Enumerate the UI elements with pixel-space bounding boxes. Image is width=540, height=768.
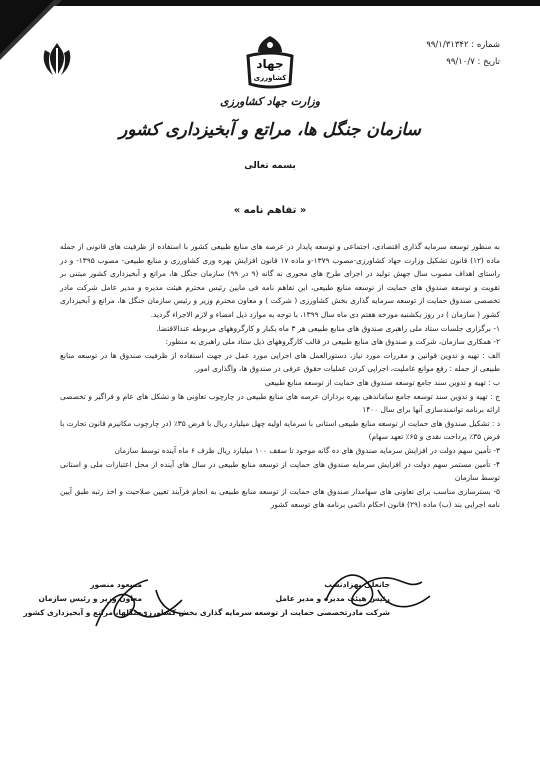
ministry-name: وزارت جهاد کشاورزی <box>219 95 321 108</box>
clause-4: ۴- تأمین مستمر سهم دولت در افزایش سرمایه صندوق های حمایت از توسعه منابع طبیعی در سال های آینده از محل اعتبارات ملی و استانی توسط سازمان <box>60 459 500 483</box>
jahad-keshavarzi-logo <box>238 34 302 90</box>
letter-body <box>60 240 500 512</box>
signatory-name: مسعود منصور <box>90 580 142 589</box>
letter-meta <box>350 37 500 71</box>
date-value: ۹۹/۱۰/۷ <box>446 57 475 67</box>
clause-2d: د : تشکیل صندوق های حمایت از توسعه منابع طبیعی استانی با سرمایه اولیه چهل میلیارد ریال با فرض ۳۵٪ (در چارچوب مکانیزم قانون تجارت با فرض ۳۵٪ پرداخت نقدی و ۶۵٪ تعهد سهام) <box>60 418 500 442</box>
signatory-title: معاون وزیر و رئیس سازمان <box>38 594 142 603</box>
signature-block-company <box>141 578 390 620</box>
signatory-name: جانعلی بهزادنسب <box>324 580 390 589</box>
intro-paragraph: به منظور توسعه سرمایه گذاری اقتصادی، اجتماعی و توسعه پایدار در عرصه های منابع طبیعی کشور با استفاده از ظرفیت های قانونی از جمله ماده (۱۲) قانون تشکیل وزارت جهاد کشاورزی-مصوب ۱۳۷۹-و ماده ۱۷ قانون افزایش بهره وری کشاورزی و منابع طبیعی- مصوب ۱۳۹۵- و در راستای اهداف مصوب سال جهش تولید در اجرای طرح های محوری نه گانه (۹ در ۹۹) سازمان جنگل ها، مراتع و آبخیزداری کشور مبتنی بر تقویت و توسعه صندوق های حمایت از توسعه منابع طبیعی، این تفاهم نامه فی مابین رئیس محترم هیئت مدیره و مدیر عامل شرکت مادر تخصصی صندوق حمایت از توسعه سرمایه گذاری بخش کشاورزی ( شرکت ) و معاون محترم وزیر و رئیس سازمان جنگل ها، مراتع و آبخیزداری کشور ( سازمان ) در روز یکشنبه مورخه هفتم دی ماه سال ۱۳۹۹، با توجه به موارد ذیل امضاء و لازم الاجراء گردید. <box>60 242 501 319</box>
signatory-org: جنگلها، مراتع و آبخیزداری کشور <box>23 608 142 617</box>
clause-2: ۲- همکاری سازمان، شرکت و صندوق های منابع طبیعی در قالب کارگروههای ذیل ستاد ملی راهبری به منظور: <box>165 337 500 347</box>
clause-1: ۱- برگزاری جلسات ستاد ملی راهبری صندوق های منابع طبیعی هر ۳ ماه یکبار و کارگروههای مربوطه عندالاقتضا. <box>156 323 500 333</box>
document-title: « تفاهم نامه » <box>233 205 307 216</box>
clause-3: ۳- تأمین سهم دولت در افزایش سرمایه صندوق های ده گانه موجود تا سقف ۱۰۰ میلیارد ریال ظرف ۶ ماه آینده توسط سازمان <box>114 445 500 455</box>
date-label: تاریخ : <box>477 57 500 67</box>
letter-date <box>350 54 500 71</box>
logo-text-top: جهاد <box>256 57 284 71</box>
clause-2c: ج : تهیه و تدوین سند توسعه جامع ساماندهی بهره برداران عرصه های منابع طبیعی در چارچوب تعاونی ها و تشکل های عام و فراگیر و تخصصی ارائه برنامه توانمندسازی آنها برای سال ۱۴۰۰ <box>60 391 500 415</box>
signatory-org: شرکت مادرتخصصی حمایت از توسعه سرمایه گذاری بخش کشاورزی <box>140 608 390 617</box>
signatory-title: رئیس هیئت مدیره و مدیر عامل <box>275 594 390 603</box>
letter-number <box>350 37 500 54</box>
basmala: بسمه تعالی <box>244 161 296 171</box>
clause-2b: ب : تهیه و تدوین سند جامع توسعه صندوق های حمایت از توسعه منابع طبیعی <box>264 377 500 387</box>
iran-emblem-icon <box>40 40 74 80</box>
organization-name: سازمان جنگل ها، مراتع و آبخیزداری کشور <box>119 120 421 140</box>
number-label: شماره : <box>471 40 500 50</box>
signature-block-organization <box>23 578 142 620</box>
logo-text-bottom: کشاورزی <box>253 74 287 82</box>
number-value: ۹۹/۱/۳۱۳۴۲ <box>426 40 469 50</box>
clause-2a: الف : تهیه و تدوین قوانین و مقررات مورد نیاز، دستورالعمل های اجرایی مورد عمل در جهت استفاده از ظرفیت صندوق ها در توسعه منابع طبیعی از جمله : رفع موانع عاملیت، اجرایی کردن عملیات حقوق عرفی در صندوق ها، واگذاری امور. <box>60 350 500 374</box>
clause-5: ۵- بسترسازی مناسب برای تعاونی های سهامدار صندوق های حمایت از توسعه منابع طبیعی به انجام فرآیند تعیین صلاحیت و اخذ رتبه طبق آیین نامه اجرایی بند (ب) ماده (۲۹) قانون احکام دائمی برنامه های توسعه کشور <box>60 486 500 510</box>
